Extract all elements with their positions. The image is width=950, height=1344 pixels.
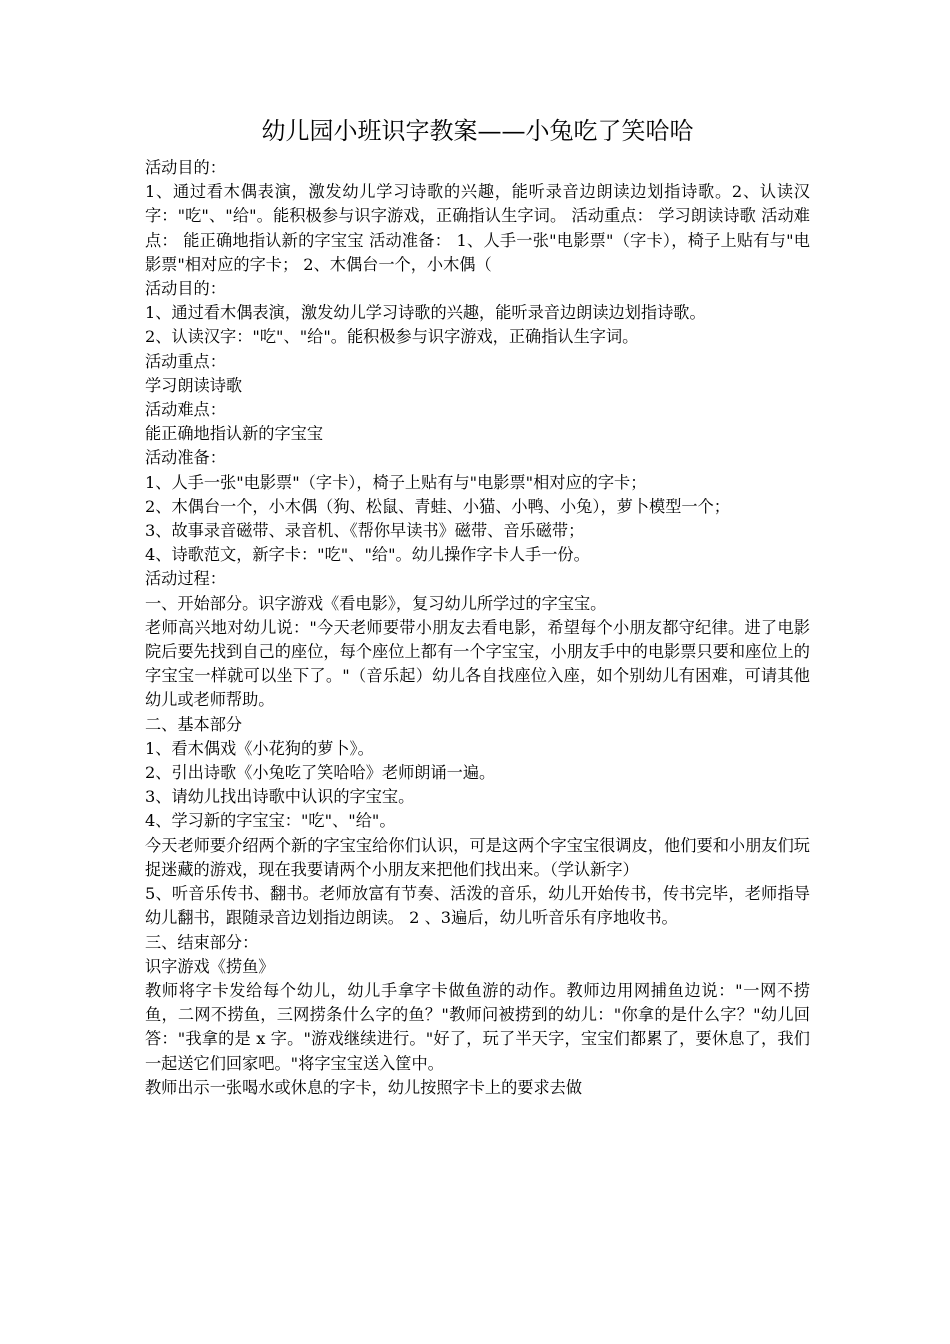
paragraph: 活动难点：	[145, 400, 226, 420]
document-page	[145, 112, 810, 1100]
paragraph: 2、认读汉字："吃"、"给"。能积极参与识字游戏，正确指认生字词。	[145, 327, 639, 347]
paragraph: 1、看木偶戏《小花狗的萝卜》。	[145, 738, 374, 758]
paragraph: 三、结束部分：	[145, 932, 259, 952]
document-body	[145, 156, 810, 1100]
document-title: 幼儿园小班识字教案——小兔吃了笑哈哈	[261, 117, 694, 145]
paragraph: 4、诗歌范文，新字卡："吃"、"给"。幼儿操作字卡人手一份。	[145, 545, 590, 565]
paragraph: 能正确地指认新的字宝宝	[145, 424, 324, 444]
paragraph: 学习朗读诗歌	[145, 375, 243, 395]
paragraph: 1、通过看木偶表演，激发幼儿学习诗歌的兴趣，能听录音边朗读边划指诗歌。2、认读汉字："吃"、"给"。能积极参与识字游戏，正确指认生字词。 活动重点： 学习朗读诗歌 活动难点： 能正确地指认新的字宝宝 活动准备： 1、人手一张"电影票"（字卡），椅子上贴有与"电影票"相对应的字卡； 2、木偶台一个，小木偶（	[145, 182, 810, 274]
paragraph: 识字游戏《捞鱼》	[145, 956, 275, 976]
paragraph: 1、人手一张"电影票"（字卡），椅子上贴有与"电影票"相对应的字卡；	[145, 472, 647, 492]
paragraph: 1、通过看木偶表演，激发幼儿学习诗歌的兴趣，能听录音边朗读边划指诗歌。	[145, 303, 706, 323]
paragraph: 教师出示一张喝水或休息的字卡，幼儿按照字卡上的要求去做	[145, 1077, 583, 1097]
paragraph: 3、请幼儿找出诗歌中认识的字宝宝。	[145, 787, 415, 807]
paragraph: 3、故事录音磁带、录音机、《帮你早读书》磁带、音乐磁带；	[145, 521, 585, 541]
paragraph: 2、引出诗歌《小兔吃了笑哈哈》老师朗诵一遍。	[145, 763, 496, 783]
paragraph: 2、木偶台一个，小木偶（狗、松鼠、青蛙、小猫、小鸭、小兔），萝卜模型一个；	[145, 496, 730, 516]
paragraph: 教师将字卡发给每个幼儿，幼儿手拿字卡做鱼游的动作。教师边用网捕鱼边说："一网不捞鱼，二网不捞鱼，三网捞条什么字的鱼？"教师问被捞到的幼儿："你拿的是什么字？"幼儿回答："我拿的是 x 字。"游戏继续进行。"好了，玩了半天字，宝宝们都累了，要休息了，我们一起送它们回家吧。"将字宝宝送入筐中。	[145, 980, 810, 1073]
paragraph: 今天老师要介绍两个新的字宝宝给你们认识，可是这两个字宝宝很调皮，他们要和小朋友们玩捉迷藏的游戏，现在我要请两个小朋友来把他们找出来。（学认新字）	[145, 835, 810, 879]
paragraph: 活动目的：	[145, 279, 226, 299]
paragraph: 老师高兴地对幼儿说："今天老师要带小朋友去看电影，希望每个小朋友都守纪律。进了电影院后要先找到自己的座位，每个座位上都有一个字宝宝，小朋友手中的电影票只要和座位上的字宝宝一样就可以坐下了。"（音乐起）幼儿各自找座位入座，如个别幼儿有困难，可请其他幼儿或老师帮助。	[145, 617, 810, 710]
paragraph: 一、开始部分。识字游戏《看电影》，复习幼儿所学过的字宝宝。	[145, 593, 607, 613]
paragraph: 活动准备：	[145, 448, 226, 468]
paragraph: 活动过程：	[145, 569, 226, 589]
paragraph: 4、学习新的字宝宝："吃"、"给"。	[145, 811, 396, 831]
paragraph: 5、听音乐传书、翻书。老师放富有节奏、活泼的音乐，幼儿开始传书，传书完毕，老师指导幼儿翻书，跟随录音边划指边朗读。 2 、3遍后，幼儿听音乐有序地收书。	[145, 884, 810, 928]
paragraph: 二、基本部分	[145, 714, 243, 734]
paragraph: 活动重点：	[145, 351, 226, 371]
paragraph: 活动目的：	[145, 158, 226, 177]
